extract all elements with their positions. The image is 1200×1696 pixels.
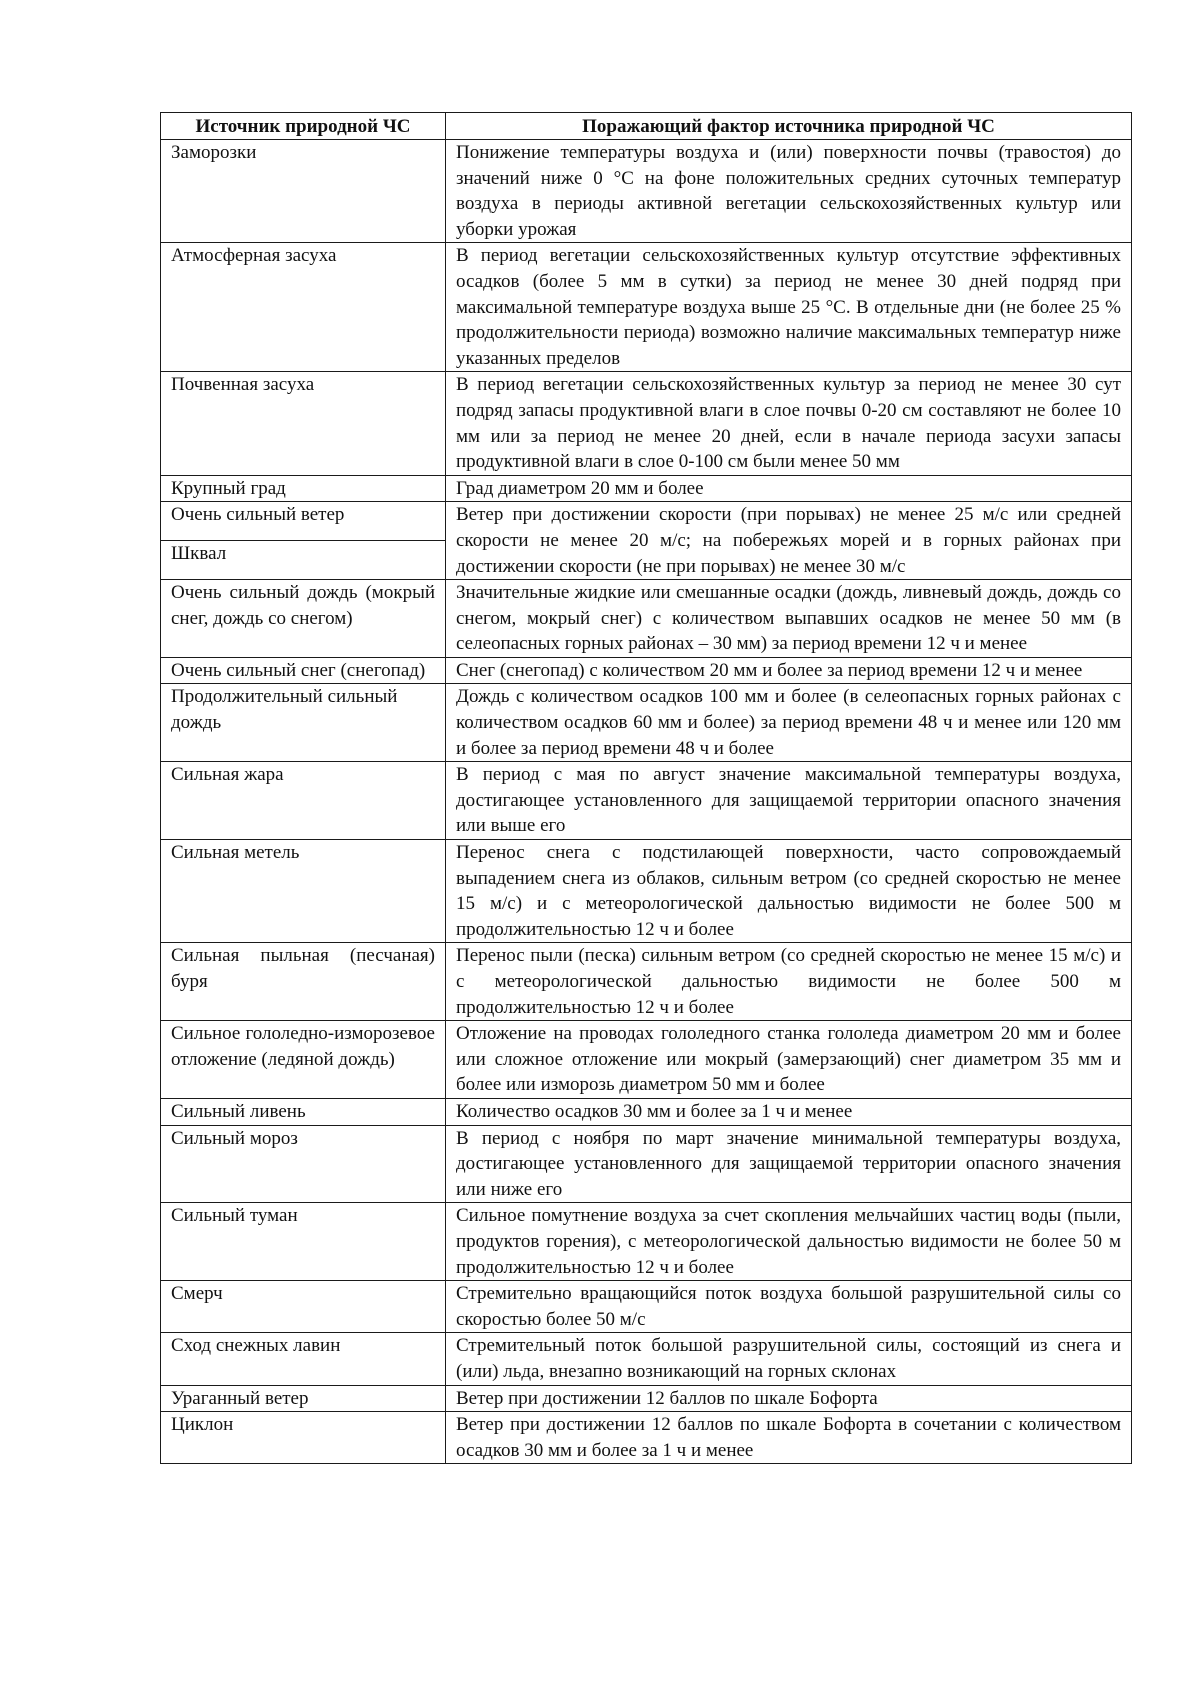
table-row bbox=[161, 243, 1132, 372]
table-row bbox=[161, 1021, 1132, 1099]
factor-cell: Сильное помутнение воздуха за счет скопления мельчайших частиц воды (пыли, продуктов горения), с метеорологической дальностью видимости не более 50 м продолжительностью 12 ч и более bbox=[446, 1203, 1132, 1281]
factor-cell: Понижение температуры воздуха и (или) поверхности почвы (травостоя) до значений ниже 0 °С на фоне положительных средних суточных температур воздуха в периоды активной вегетации сельскохозяйственных культур или уборки урожая bbox=[446, 140, 1132, 243]
factor-cell: Стремительный поток большой разрушительной силы, состоящий из снега и (или) льда, внезапно возникающий на горных склонах bbox=[446, 1333, 1132, 1385]
source-cell: Циклон bbox=[161, 1412, 446, 1464]
table-row bbox=[161, 1203, 1132, 1281]
source-cell: Продолжительный сильный дождь bbox=[161, 684, 446, 762]
table-row bbox=[161, 1125, 1132, 1203]
table-row bbox=[161, 1385, 1132, 1412]
table-row bbox=[161, 657, 1132, 684]
header-source: Источник природной ЧС bbox=[161, 113, 446, 140]
factor-cell: Ветер при достижении скорости (при порывах) не менее 25 м/с или средней скорости не менее 20 м/с; на побережьях морей и в горных районах при достижении скорости (не при порывах) не менее 30 м/с bbox=[446, 502, 1132, 580]
factor-cell: Ветер при достижении 12 баллов по шкале Бофорта в сочетании с количеством осадков 30 мм и более за 1 ч и менее bbox=[446, 1412, 1132, 1464]
factor-cell: Перенос пыли (песка) сильным ветром (со средней скоростью не менее 15 м/с) и с метеорологической дальностью видимости не более 500 м продолжительностью 12 ч и более bbox=[446, 943, 1132, 1021]
table-row bbox=[161, 1281, 1132, 1333]
factor-cell: Перенос снега с подстилающей поверхности, часто сопровождаемый выпадением снега из облаков, сильным ветром (со средней скоростью не менее 15 м/с) и с метеорологической дальностью видимости не более 500 м продолжительностью 12 ч и более bbox=[446, 840, 1132, 943]
source-cell: Сильная пыльная (песчаная) буря bbox=[161, 943, 446, 1021]
hazard-table bbox=[160, 112, 1132, 1464]
table-row bbox=[161, 762, 1132, 840]
table-row bbox=[161, 840, 1132, 943]
table-header-row bbox=[161, 113, 1132, 140]
table-row bbox=[161, 943, 1132, 1021]
header-factor: Поражающий фактор источника природной ЧС bbox=[446, 113, 1132, 140]
factor-cell: Ветер при достижении 12 баллов по шкале Бофорта bbox=[446, 1385, 1132, 1412]
table-row bbox=[161, 1333, 1132, 1385]
factor-cell: Снег (снегопад) с количеством 20 мм и более за период времени 12 ч и менее bbox=[446, 657, 1132, 684]
factor-cell: В период с мая по август значение максимальной температуры воздуха, достигающее установленного для защищаемой территории опасного значения или выше его bbox=[446, 762, 1132, 840]
source-cell: Сход снежных лавин bbox=[161, 1333, 446, 1385]
factor-cell: Дождь с количеством осадков 100 мм и более (в селеопасных горных районах с количеством осадков 60 мм и более) за период времени 48 ч и менее или 120 мм и более за период времени 48 ч и более bbox=[446, 684, 1132, 762]
source-cell: Крупный град bbox=[161, 475, 446, 502]
source-cell: Очень сильный снег (снегопад) bbox=[161, 657, 446, 684]
table-row bbox=[161, 502, 1132, 541]
factor-cell: Отложение на проводах гололедного станка гололеда диаметром 20 мм и более или сложное отложение или мокрый (замерзающий) снег диаметром 35 мм и более или изморозь диаметром 50 мм и более bbox=[446, 1021, 1132, 1099]
table-row bbox=[161, 372, 1132, 475]
source-cell: Сильный ливень bbox=[161, 1098, 446, 1125]
source-cell: Сильная жара bbox=[161, 762, 446, 840]
source-cell: Сильная метель bbox=[161, 840, 446, 943]
factor-cell: В период с ноября по март значение минимальной температуры воздуха, достигающее установленного для защищаемой территории опасного значения или ниже его bbox=[446, 1125, 1132, 1203]
table-row bbox=[161, 684, 1132, 762]
source-cell: Ураганный ветер bbox=[161, 1385, 446, 1412]
factor-cell: Значительные жидкие или смешанные осадки (дождь, ливневый дождь, дождь со снегом, мокрый снег) с количеством выпавших осадков не менее 50 мм (в селеопасных горных районах – 30 мм) за период времени 12 ч и менее bbox=[446, 580, 1132, 658]
source-cell: Смерч bbox=[161, 1281, 446, 1333]
source-cell: Сильный туман bbox=[161, 1203, 446, 1281]
source-cell: Заморозки bbox=[161, 140, 446, 243]
source-cell: Сильное гололедно-изморозевое отложение (ледяной дождь) bbox=[161, 1021, 446, 1099]
factor-cell: В период вегетации сельскохозяйственных культур за период не менее 30 сут подряд запасы продуктивной влаги в слое почвы 0-20 см составляют не более 10 мм или за период не менее 20 дней, если в начале периода засухи запасы продуктивной влаги в слое 0-100 см были менее 50 мм bbox=[446, 372, 1132, 475]
table-row bbox=[161, 140, 1132, 243]
factor-cell: В период вегетации сельскохозяйственных культур отсутствие эффективных осадков (более 5 мм в сутки) за период не менее 30 дней подряд при максимальной температуре воздуха выше 25 °С. В отдельные дни (не более 25 % продолжительности периода) возможно наличие максимальных температур ниже указанных пределов bbox=[446, 243, 1132, 372]
table-row bbox=[161, 1412, 1132, 1464]
source-cell: Очень сильный дождь (мокрый снег, дождь со снегом) bbox=[161, 580, 446, 658]
source-cell: Шквал bbox=[161, 541, 446, 580]
factor-cell: Град диаметром 20 мм и более bbox=[446, 475, 1132, 502]
factor-cell: Количество осадков 30 мм и более за 1 ч и менее bbox=[446, 1098, 1132, 1125]
table-row bbox=[161, 475, 1132, 502]
source-cell: Очень сильный ветер bbox=[161, 502, 446, 541]
factor-cell: Стремительно вращающийся поток воздуха большой разрушительной силы со скоростью более 50 м/с bbox=[446, 1281, 1132, 1333]
source-cell: Сильный мороз bbox=[161, 1125, 446, 1203]
source-cell: Почвенная засуха bbox=[161, 372, 446, 475]
source-cell: Атмосферная засуха bbox=[161, 243, 446, 372]
table-row bbox=[161, 1098, 1132, 1125]
table-row bbox=[161, 580, 1132, 658]
